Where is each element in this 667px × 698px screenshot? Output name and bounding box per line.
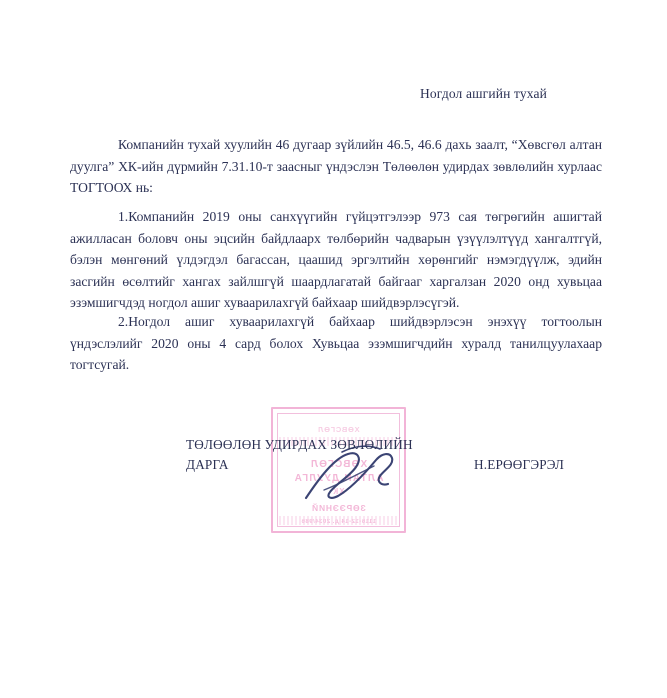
paragraph-intro-block: [70, 134, 602, 199]
signatory-role-line-1: ТӨЛӨӨЛӨН УДИРДАХ ЗӨВЛӨЛИЙН: [186, 437, 413, 452]
seal-line-5: ЗӨРЭЭНИЙ: [311, 503, 366, 513]
paragraph-clause-1-block: [70, 206, 602, 314]
paragraph-clause-1: 1.Компанийн 2019 оны санхүүгийн гүйцэтгэлээр 973 сая төгрөгийн ашигтай ажилласан боловч оны эцсийн байдлаарх төлбөрийн чадварын үзүүлэлтүүд хангалтгүй, бэлэн мөнгөний үлдэгдэл багассан, цаашид эргэлтийн хөрөнгийг нэмэгдүүлж, эдийн засгийн өсөлтийг хангах зайлшгүй шаардлагатай байгааг харгалзан 2020 онд хувьцаа эзэмшигчдэд ногдол ашиг хуваарилахгүй байхаар шийдвэрлэсүгэй.: [70, 209, 602, 310]
paragraph-clause-2-block: [70, 311, 602, 376]
signatory-name: Н.ЕРӨӨГЭРЭЛ: [474, 457, 564, 472]
signature-block: [186, 435, 606, 475]
seal-line-1: ХӨВСГӨЛ: [317, 425, 360, 434]
seal-ornament-band-bottom: [279, 516, 398, 525]
signatory-role-line-2: ДАРГА: [186, 457, 229, 472]
seal-line-4: ХК: [332, 487, 345, 496]
signature-name-row: [186, 455, 564, 475]
paragraph-clause-2: 2.Ногдол ашиг хуваарилахгүй байхаар шийдвэрлэсэн энэхүү тогтоолын үндэслэлийг 2020 оны 4 сард болох Хувьцаа эзэмшигчдийн хуралд танилцуулахаар тогтсугай.: [70, 314, 602, 372]
page-title: Ногдол ашгийн тухай: [420, 86, 547, 101]
paragraph-intro: Компанийн тухай хуулийн 46 дугаар зүйлийн 46.5, 46.6 дахь заалт, “Хөвсгөл алтан дуулга” ХК-ийн дүрмийн 7.31.10-т заасныг үндэслэн Төлөөлөн удирдах зөвлөлийн хурлаас ТОГТООХ нь:: [70, 137, 602, 195]
seal-line-3: АЛТАН ДУУЛГА: [293, 473, 384, 484]
seal-line-2: ХӨВСГӨЛ: [309, 459, 368, 470]
seal-line-6: 1116-12-14 д. 2034/986: [301, 519, 376, 525]
